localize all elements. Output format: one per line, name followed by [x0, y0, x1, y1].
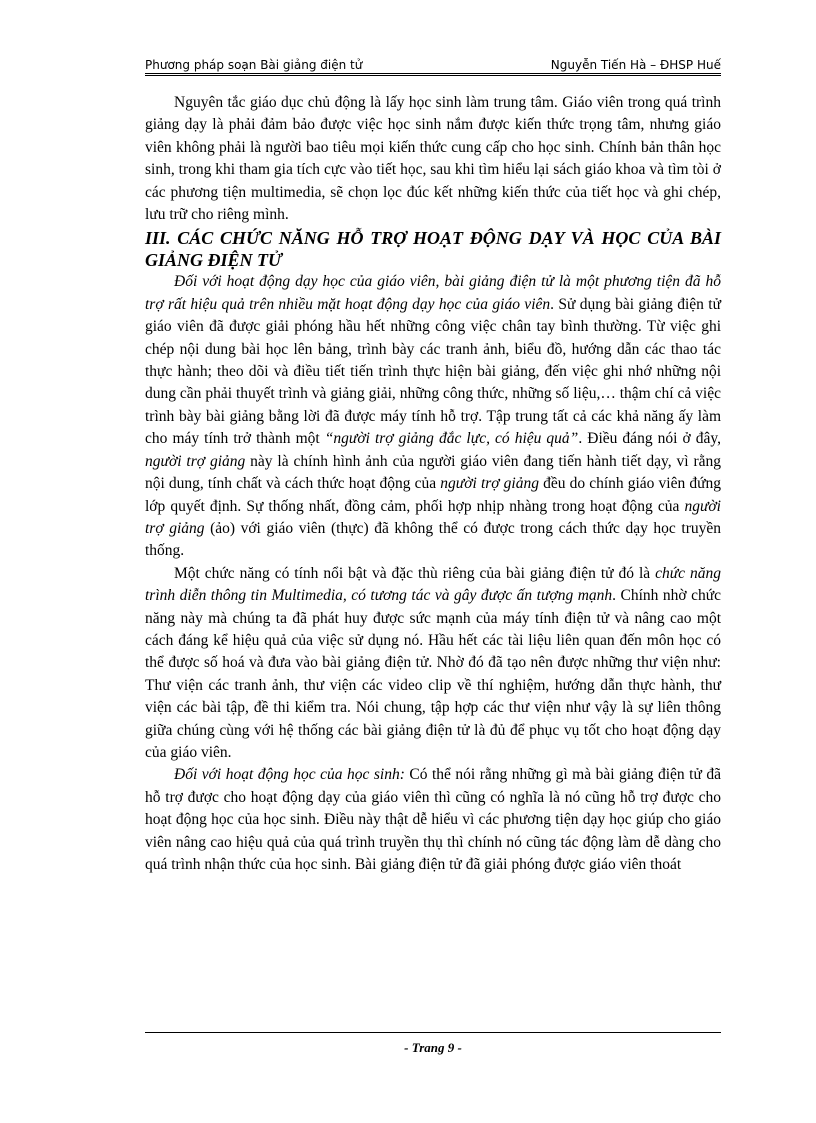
header-right-author: Nguyễn Tiến Hà – ĐHSP Huế — [550, 58, 721, 72]
paragraph-1: Nguyên tắc giáo dục chủ động là lấy học sinh làm trung tâm. Giáo viên trong quá trình giảng dạy là phải đảm bảo được việc học sinh nắm được kiến thức trọng tâm, nhưng giáo viên không phải là người bao tiêu mọi kiến thức cung cấp cho học sinh. Chính bản thân học sinh, trong khi tham gia tích cực vào tiết học, sau khi tìm hiểu lại sách giáo khoa và tìm tòi ở các phương tiện multimedia, sẽ chọn lọc đúc kết những kiến thức của tiết học và ghi chép, lưu trữ cho riêng mình. — [145, 94, 721, 224]
p2-text-c: này là chính hình ảnh của người giáo viên đang tiến hành tiết dạy, vì rằng nội dung, tính chất và cách thức hoạt động của — [145, 452, 721, 493]
p3-text-b: . Chính nhờ chức năng này mà chúng ta đã phát huy được sức mạnh của máy tính điện tử và nâng cao một cách đáng kể hiệu quả của việc sử dụng nó. Hầu hết các tài liệu liên quan đến môn học có thể được số hoá và đưa vào bài giảng điện tử. Nhờ đó đã tạo nên được những thư viện như: Thư viện các tranh ảnh, thư viện các video clip về thí nghiệm, hướng dẫn thực hành, thư viện các bài tập, đề thi kiểm tra. Nói chung, tập hợp các thư viện như vậy là sự liên thông giữa chúng cùng với hệ thống các bài giảng điện tử là đủ để phục vụ tốt cho hoạt động dạy của giáo viên. — [145, 587, 721, 761]
p2-italic-quote: “người trợ giảng đắc lực, có hiệu quả” — [324, 430, 579, 448]
page-number: - Trang 9 - — [404, 1040, 462, 1055]
paragraph-3 — [145, 563, 721, 765]
p2-italic-term-3: người trợ giảng — [145, 497, 721, 537]
footer-divider — [145, 1032, 721, 1033]
header-left-title: Phương pháp soạn Bài giảng điện tử — [145, 58, 363, 72]
page-body — [145, 92, 721, 876]
p2-italic-lead: Đối với hoạt động dạy học của giáo viên, bài giảng điện tử là một phương tiện đã hỗ trợ rất hiệu quả trên nhiều mặt hoạt động dạy học của giáo viên — [145, 273, 721, 313]
p3-text-a: Một chức năng có tính nổi bật và đặc thù riêng của bài giảng điện tử đó là — [174, 564, 656, 582]
p3-italic-phrase: chức năng trình diễn thông tin Multimedia, có tương tác và gây được ấn tượng mạnh — [145, 564, 721, 605]
p2-text-a: . Sử dụng bài giảng điện tử giáo viên đã được giải phóng hầu hết những công việc chân tay bình thường. Từ việc ghi chép nội dung bài học lên bảng, trình bày các tranh ảnh, biểu đồ, hướng dẫn các thao tác thực hành; theo dõi và điều tiết tiến trình thực hiện bài giảng, đến việc ghi nhớ những nội dung cần phải thuyết trình và giảng giải, những công thức, những số liệu,… thậm chí cả việc trình bày bài giảng bằng lời đã được máy tính hỗ trợ. Tập trung tất cả các khả năng ấy làm cho máy tính trở thành một — [145, 295, 721, 448]
p2-italic-term-2: người trợ giảng — [440, 475, 539, 493]
header-divider — [145, 73, 721, 76]
p4-text: Có thể nói rằng những gì mà bài giảng điện tử đã hỗ trợ được cho hoạt động dạy của giáo viên thì cũng có nghĩa là nó cũng hỗ trợ được cho hoạt động học của học sinh. Điều này thật dễ hiểu vì các phương tiện dạy học giúp cho giáo viên nâng cao hiệu quả của quá trình truyền thụ thì chính nó cũng tác động làm dễ dàng cho quá trình nhận thức của học sinh. Bài giảng điện tử đã giải phóng được giáo viên thoát — [145, 766, 721, 873]
page-header — [145, 50, 721, 72]
section-heading: III. CÁC CHỨC NĂNG HỖ TRỢ HOẠT ĐỘNG DẠY VÀ HỌC CỦA BÀI GIẢNG ĐIỆN TỬ — [145, 228, 721, 271]
p2-text-e: (ảo) với giáo viên (thực) đã không thể có được trong cách thức dạy học truyền thống. — [145, 519, 721, 560]
p4-italic-lead: Đối với hoạt động học của học sinh: — [174, 766, 405, 784]
paragraph-4 — [145, 764, 721, 876]
p2-italic-term-1: người trợ giảng — [145, 452, 246, 470]
p2-text-d: đều do chính giáo viên đứng lớp quyết định. Sự thống nhất, đồng cảm, phối hợp nhịp nhàng trong hoạt động của — [145, 475, 722, 515]
p2-text-b: . Điều đáng nói ở đây, — [578, 430, 721, 448]
paragraph-2 — [145, 271, 721, 562]
